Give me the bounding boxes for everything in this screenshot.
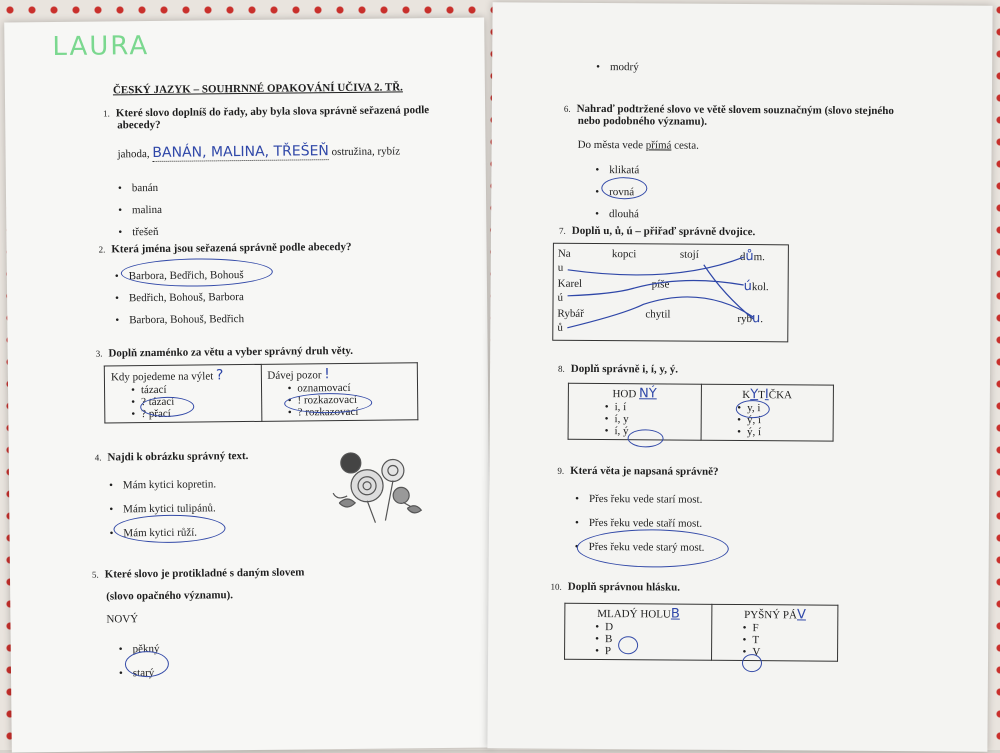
matching-lines (553, 244, 788, 342)
option-item[interactable]: • B (595, 633, 705, 646)
option-item[interactable]: • oznamovací (287, 381, 411, 394)
option-item[interactable]: • D (595, 621, 705, 634)
option-item[interactable]: • Mám kytici kopretin. (109, 472, 216, 497)
option-item[interactable]: • F (743, 622, 832, 635)
answer-circle (742, 654, 762, 672)
option-item[interactable]: • í, y (605, 413, 695, 426)
option-item[interactable]: • ? tázací (131, 395, 255, 408)
question-7-matching-box: Na u kopci stojí dům. Karel ú píše úkol. Rybář ů chytil rybu. (552, 243, 789, 343)
question-6-sentence: Do města vede přímá cesta. (577, 138, 699, 152)
answer-circle (736, 400, 770, 418)
question-10: 10. Doplň správnou hlásku. (550, 580, 681, 594)
option-item[interactable]: • dlouhá (595, 203, 639, 225)
question-10-table: MLADÝ HOLUB • D • B • P PYŠNÝ PÁV • F • T • V (564, 603, 838, 662)
student-name: LAURA (52, 31, 150, 63)
question-5-word: NOVÝ (106, 613, 139, 626)
answer-circle (601, 177, 647, 199)
worksheet-left (4, 18, 492, 753)
question-1: 1. Které slovo doplníš do řady, aby byla slova správně seřazená podle abecedy? (103, 104, 430, 132)
rose-bouquet-image (327, 440, 428, 525)
question-3: 3. Doplň znaménko za větu a vyber správný druh věty. (95, 344, 354, 360)
option-item[interactable]: • y, i (737, 402, 827, 415)
option-item[interactable]: • ý, i (737, 414, 827, 427)
option-item[interactable]: • V (742, 646, 831, 659)
question-6: 6. Nahraď podtržené slovo ve větě slovem souznačným (slovo stejného nebo podobného významu). (563, 102, 894, 128)
option-item[interactable]: • Přes řeku vede staří most. (575, 511, 705, 536)
option-item[interactable]: • T (743, 634, 832, 647)
option-item[interactable]: • í, ý (605, 425, 695, 438)
answer-circle (125, 651, 169, 677)
option-item[interactable]: • Přes řeku vede starí most. (575, 487, 705, 512)
option-item[interactable]: • malina (118, 199, 162, 221)
handwritten-answer: BANÁN, MALINA, TŘEŠEŇ (152, 143, 329, 161)
option-item[interactable]: • Mám kytici tulipánů. (109, 496, 216, 521)
question-9: 9. Která věta je napsaná správně? (557, 464, 719, 478)
option-item[interactable]: • Mám kytici růží. (109, 520, 216, 545)
option-item[interactable]: • P (595, 645, 705, 658)
continued-option (596, 61, 639, 73)
page-title: ČESKÝ JAZYK – SOUHRNNÉ OPAKOVÁNÍ UČIVA 2. TŘ. (112, 81, 403, 97)
option-item[interactable]: • Barbora, Bedřich, Bohouš (115, 264, 244, 287)
option-item[interactable]: • Přes řeku vede starý most. (575, 535, 705, 560)
question-8-table: HOD NÝ • i, í • í, y • í, ý KYTIČKA • y, i • ý, i • ý, í (568, 383, 834, 442)
option-item[interactable]: • klikatá (595, 159, 639, 181)
question-4: 4. Najdi k obrázku správný text. (94, 450, 249, 464)
option-item[interactable]: • ! rozkazovací (288, 393, 412, 406)
question-8: 8. Doplň správně i, í, y, ý. (558, 362, 679, 376)
question-1-options (118, 177, 162, 243)
option-item[interactable]: • ? přací (131, 407, 255, 420)
option-item[interactable]: • banán (118, 177, 162, 199)
option-item[interactable]: • starý (119, 661, 160, 685)
answer-circle (628, 429, 664, 447)
option-item[interactable]: • třešeň (118, 221, 162, 243)
option-item[interactable]: • pěkný (119, 637, 160, 661)
answer-circle (618, 636, 638, 654)
question-7: 7. Doplň u, ů, ú – přiřaď správně dvojice. (558, 224, 756, 239)
answer-circle (577, 529, 729, 568)
option-item[interactable]: • Bedřich, Bohouš, Barbora (115, 286, 244, 309)
option-item[interactable]: • Barbora, Bohouš, Bedřich (115, 308, 244, 331)
option-item[interactable]: • tázací (131, 383, 255, 396)
option-item[interactable]: • ? rozkazovací (288, 405, 412, 418)
option-item[interactable]: • ý, í (737, 426, 827, 439)
option-item[interactable]: • rovná (595, 181, 639, 203)
question-5: 5. Které slovo je protikladné s daným slovem (slovo opačného významu). (91, 566, 305, 603)
option-item[interactable]: • modrý (596, 61, 639, 73)
option-item[interactable]: • i, í (605, 401, 695, 414)
question-1-sequence: jahoda, BANÁN, MALINA, TŘEŠEŇ ostružina, rybíz (117, 143, 401, 161)
question-2: 2. Která jména jsou seřazená správně podle abecedy? (98, 240, 352, 256)
question-3-table: Kdy pojedeme na výlet ? • tázací • ? tázací • ? přací Dávej pozor ! • oznamovací • ! rozkazovací • ? rozkazovací (104, 362, 419, 423)
answer-circle (121, 258, 273, 288)
worksheet-right (487, 2, 992, 751)
